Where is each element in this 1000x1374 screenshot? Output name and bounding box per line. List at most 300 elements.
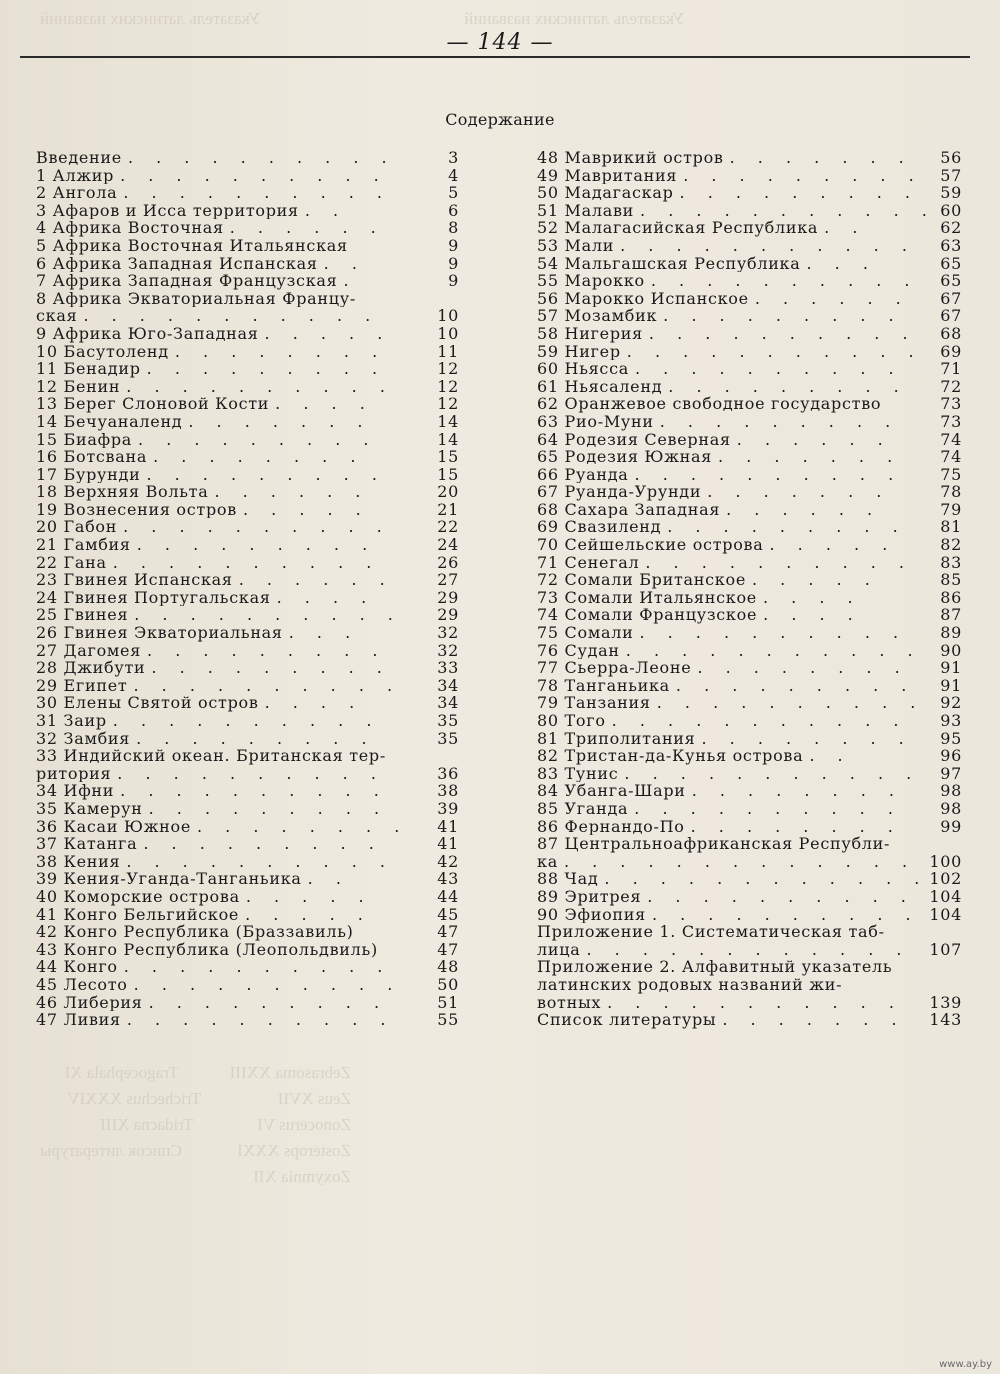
toc-entry (36, 518, 459, 536)
toc-entry-page: 82 (940, 535, 962, 555)
toc-entry-page: 143 (929, 1010, 962, 1030)
toc-entry-page: 12 (437, 359, 459, 379)
toc-entry (537, 747, 962, 765)
toc-entry (36, 184, 459, 202)
toc-leader-dots: . . . . (762, 588, 862, 607)
toc-entry-page: 91 (940, 675, 962, 695)
toc-entry (537, 237, 962, 255)
toc-entry-title: 3 Афаров и Исса территория (36, 201, 299, 220)
contents-title: Содержание (445, 110, 555, 129)
toc-entry-page: 98 (940, 798, 962, 818)
toc-entry (36, 571, 459, 589)
toc-entry-page: 51 (437, 992, 459, 1012)
toc-entry-title: 39 Кения-Уганда-Танганьика (36, 870, 302, 888)
toc-entry-page: 139 (929, 992, 962, 1012)
toc-entry-title: 89 Эритрея (537, 887, 642, 906)
toc-leader-dots: . . . . . . . . . (675, 676, 916, 695)
toc-entry-title: 9 Африка Юго-Западная (36, 324, 259, 343)
toc-entry-page: 55 (437, 1010, 459, 1030)
toc-entry-page: 32 (437, 623, 459, 643)
toc-entry-page: 86 (940, 587, 962, 607)
toc-entry-title: 40 Коморские острова (36, 887, 240, 906)
toc-entry (36, 466, 459, 484)
toc-entry (537, 976, 962, 994)
toc-entry (537, 589, 962, 607)
toc-entry-title: 67 Руанда-Урунди (537, 483, 702, 501)
toc-entry-page: 10 (437, 323, 459, 343)
toc-entry (36, 730, 459, 748)
toc-leader-dots: . . . . . . . . . (679, 184, 919, 202)
toc-entry (537, 360, 962, 378)
toc-entry (36, 606, 459, 624)
toc-entry-page: 5 (448, 183, 459, 203)
toc-entry (36, 554, 459, 572)
toc-entry-title: ская (36, 307, 78, 325)
toc-leader-dots: . . . . . (264, 324, 392, 343)
toc-entry-page: 74 (940, 429, 962, 449)
toc-entry-page: 32 (437, 640, 459, 660)
toc-entry-page: 12 (437, 376, 459, 396)
toc-leader-dots: . . . . . . . . . (148, 799, 389, 818)
toc-leader-dots: . . . . . . . . . . (112, 553, 381, 572)
toc-leader-dots: . . . . . . . . . . . (83, 307, 380, 325)
toc-entry-title: 14 Бечуаналенд (36, 412, 183, 431)
toc-leader-dots: . . . . . . (229, 219, 385, 237)
toc-entry (537, 413, 962, 431)
toc-leader-dots: . . . . . . . . . (136, 729, 376, 748)
toc-entry-title: 24 Гвинея Португальская (36, 588, 271, 607)
toc-entry-page: 26 (437, 552, 459, 572)
bleed-through-text: Указатель латинских названий Указатель латинских названий (40, 9, 685, 28)
toc-entry (36, 255, 459, 273)
watermark: www.ay.by (939, 1359, 992, 1370)
toc-entry-title: 61 Ньясаленд (537, 377, 663, 396)
toc-entry (36, 659, 459, 677)
toc-entry (36, 853, 459, 871)
toc-entry-title: 70 Сейшельские острова (537, 536, 764, 554)
toc-entry (537, 870, 962, 888)
toc-entry (537, 835, 962, 853)
toc-leader-dots: . . . . . . (238, 571, 394, 589)
toc-entry (36, 501, 459, 519)
toc-leader-dots: . . . . . . . . . . (123, 184, 392, 202)
toc-entry-page: 81 (940, 517, 962, 537)
toc-entry-page: 3 (448, 148, 459, 167)
toc-entry-title: 85 Уганда (537, 799, 629, 818)
toc-entry-title: 8 Африка Экваториальная Францу- (36, 289, 356, 308)
toc-entry (36, 589, 459, 607)
toc-entry-title: 7 Африка Западная Французская (36, 272, 338, 290)
toc-entry-page: 95 (940, 728, 962, 748)
toc-leader-dots: . . . . . . . . . . (112, 712, 381, 730)
toc-entry-page: 75 (940, 464, 962, 484)
toc-entry-page: 45 (437, 904, 459, 924)
toc-leader-dots: . . . . . . . . . (148, 993, 389, 1012)
toc-leader-dots: . . . . (275, 395, 374, 413)
toc-entry-page: 36 (437, 763, 459, 783)
toc-leader-dots: . . . . . . . . (697, 659, 909, 677)
toc-entry (537, 272, 962, 290)
toc-entry-title: 84 Убанга-Шари (537, 782, 686, 800)
toc-entry-title: 16 Ботсвана (36, 448, 148, 466)
toc-entry-title: 33 Индийский океан. Британская тер- (36, 747, 386, 765)
toc-entry (36, 782, 459, 800)
toc-leader-dots: . . . . . . (214, 483, 370, 501)
toc-entry (537, 483, 962, 501)
toc-entry-title: 83 Тунис (537, 764, 619, 783)
toc-entry-title: 26 Гвинея Экваториальная (36, 624, 283, 642)
toc-entry-title: 80 Того (537, 712, 606, 730)
toc-entry (537, 325, 962, 343)
toc-entry-title: 66 Руанда (537, 465, 629, 484)
toc-leader-dots: . . . . . . . . (701, 729, 913, 748)
toc-entry-title: 74 Сомали Французское (537, 606, 758, 625)
toc-leader-dots: . . . . . . . . . (667, 518, 907, 537)
toc-entry (36, 712, 459, 730)
toc-leader-dots: . . . . . . . . . (146, 360, 387, 378)
toc-leader-dots: . . . . . . . . . . (123, 518, 391, 537)
toc-leader-dots: . . . . . . . . . . . (611, 712, 908, 730)
toc-entry-page: 99 (940, 816, 962, 836)
contents-column-right (537, 149, 962, 1029)
toc-entry-title: 88 Чад (537, 870, 599, 888)
toc-entry-title: 41 Конго Бельгийское (36, 905, 240, 924)
toc-entry-title: 44 Конго (36, 958, 118, 976)
toc-entry-page: 10 (437, 306, 459, 326)
toc-entry (537, 343, 962, 361)
toc-entry-page: 8 (448, 218, 459, 238)
toc-leader-dots: . . . . . (752, 571, 879, 589)
toc-entry (36, 941, 459, 959)
toc-entry-page: 74 (940, 447, 962, 467)
toc-entry-title: 64 Родезия Северная (537, 430, 731, 449)
toc-leader-dots: . . . . . (242, 500, 370, 519)
toc-leader-dots: . . . . . . . . . . (127, 149, 396, 167)
toc-entry-title: 22 Гана (36, 553, 107, 572)
toc-entry-page: 35 (437, 711, 459, 730)
toc-entry (537, 219, 962, 237)
toc-entry (36, 290, 459, 308)
toc-entry-page: 29 (437, 587, 459, 607)
toc-entry (537, 958, 962, 976)
toc-leader-dots: . . . . . . . (729, 149, 913, 167)
toc-entry-title: 82 Тристан-да-Кунья острова (537, 747, 804, 765)
toc-entry-title: Список литературы (537, 1011, 717, 1029)
toc-entry (537, 501, 962, 519)
toc-entry (36, 677, 459, 695)
toc-entry (537, 1011, 962, 1029)
toc-leader-dots: . . . . . (245, 887, 373, 906)
toc-entry-page: 63 (940, 235, 962, 255)
toc-entry-page: 98 (940, 781, 962, 801)
toc-entry (537, 149, 962, 167)
toc-entry-title: 27 Дагомея (36, 641, 142, 660)
toc-leader-dots: . . . . . . . . . (147, 641, 387, 660)
toc-entry-page: 96 (940, 746, 962, 766)
toc-entry-title: 52 Малагасийская Республика (537, 219, 819, 237)
toc-entry (537, 448, 962, 466)
toc-leader-dots: . . . . . . . . . . (117, 764, 385, 783)
toc-entry (36, 343, 459, 361)
toc-entry (537, 888, 962, 906)
toc-leader-dots: . . . . . . (726, 500, 882, 519)
toc-entry (537, 378, 962, 396)
toc-leader-dots: . . . . . . . . . . (133, 676, 402, 695)
toc-entry-title: 4 Африка Восточная (36, 219, 224, 237)
toc-leader-dots: . . . . (276, 588, 376, 607)
toc-entry-title: 36 Касаи Южное (36, 817, 191, 836)
toc-entry-title: 18 Верхняя Вольта (36, 483, 209, 501)
toc-entry-title: 55 Марокко (537, 272, 645, 290)
toc-entry (36, 431, 459, 449)
toc-entry-page: 56 (940, 148, 962, 167)
toc-entry-title: вотных (537, 993, 602, 1012)
toc-leader-dots: . . . . . . (736, 430, 892, 449)
toc-entry-title: 77 Сьерра-Леоне (537, 659, 692, 677)
toc-entry (36, 219, 459, 237)
toc-entry-title: 31 Заир (36, 712, 107, 730)
toc-entry-title: 51 Малави (537, 201, 635, 220)
toc-leader-dots: . . . . . . . . (197, 817, 409, 836)
toc-leader-dots: . . . . . . . . . . (133, 975, 402, 994)
toc-leader-dots: . . . . . . . . . . . (607, 993, 903, 1012)
toc-entry (537, 290, 962, 308)
toc-entry-title: 28 Джибути (36, 659, 146, 677)
toc-entry-page: 67 (940, 288, 962, 308)
toc-leader-dots: . . . . . . . . . (151, 659, 391, 677)
toc-leader-dots: . . . . . . . . (174, 342, 387, 361)
toc-entry-page: 85 (940, 570, 962, 590)
toc-entry-page: 15 (437, 447, 459, 467)
toc-entry (537, 941, 962, 959)
toc-entry (537, 431, 962, 449)
toc-entry-title: лица (537, 940, 581, 959)
toc-leader-dots: . . . . . (245, 905, 372, 924)
toc-entry-page: 100 (929, 851, 962, 871)
toc-leader-dots: . . . . . . . . . . (120, 782, 388, 800)
toc-entry (537, 518, 962, 536)
toc-entry-page: 83 (940, 552, 962, 572)
toc-entry-page: 12 (437, 394, 459, 414)
toc-entry-title: 20 Габон (36, 518, 118, 537)
toc-entry-page: 92 (940, 693, 962, 713)
toc-entry-page: 97 (940, 763, 962, 783)
toc-leader-dots: . . (323, 254, 366, 273)
toc-entry (537, 395, 962, 413)
toc-entry-page: 57 (940, 165, 962, 185)
toc-leader-dots: . . . . . . . . . (143, 835, 383, 853)
toc-entry-title: 79 Танзания (537, 694, 651, 712)
toc-entry-title: 65 Родезия Южная (537, 448, 713, 466)
toc-entry-title: 45 Лесото (36, 975, 128, 994)
toc-entry (537, 765, 962, 783)
toc-leader-dots: . . . . . . . . . (659, 412, 900, 431)
toc-leader-dots: . . (824, 219, 867, 237)
toc-entry-title: 6 Африка Западная Испанская (36, 254, 318, 273)
toc-entry-page: 41 (437, 816, 459, 836)
toc-entry (36, 800, 459, 818)
toc-entry-page: 69 (940, 341, 962, 361)
toc-entry-title: 59 Нигер (537, 342, 621, 361)
toc-leader-dots: . . . . . . . (718, 448, 902, 466)
toc-leader-dots: . . (304, 201, 348, 220)
toc-entry-title: 75 Сомали (537, 624, 634, 642)
toc-entry-title: 47 Ливия (36, 1011, 121, 1029)
toc-entry-page: 43 (437, 869, 459, 889)
toc-entry-title: 37 Катанга (36, 835, 138, 853)
header-rule (20, 56, 970, 58)
toc-entry-page: 6 (448, 200, 459, 220)
toc-entry (537, 782, 962, 800)
toc-leader-dots: . . . . . . . . . . (123, 958, 392, 976)
toc-entry-page: 73 (940, 394, 962, 414)
toc-entry-title: 54 Мальгашская Республика (537, 254, 801, 273)
toc-entry-page: 9 (448, 235, 459, 255)
toc-entry-page: 87 (940, 605, 962, 625)
toc-leader-dots: . . (307, 870, 350, 888)
toc-entry-title: 10 Басутоленд (36, 342, 169, 361)
toc-entry-page: 41 (437, 834, 459, 854)
toc-entry (537, 659, 962, 677)
toc-entry (36, 395, 459, 413)
toc-entry-title: 17 Бурунди (36, 465, 141, 484)
toc-entry (537, 677, 962, 695)
toc-entry-title: 21 Гамбия (36, 536, 131, 554)
toc-leader-dots: . . . . . . . . . . (126, 377, 394, 396)
toc-entry (537, 184, 962, 202)
toc-leader-dots: . . . . . . . . . (136, 536, 377, 554)
toc-entry (537, 202, 962, 220)
contents-column-left (36, 149, 459, 1029)
toc-entry-title: 87 Центральноафриканская Республи- (537, 835, 891, 853)
toc-leader-dots: . . . . (763, 606, 862, 625)
toc-entry (36, 413, 459, 431)
toc-entry-title: 43 Конго Республика (Леопольдвиль) (36, 940, 378, 959)
toc-leader-dots: . . . . . . . . . . (648, 324, 917, 343)
bleed-through-list: Zebrasoma XXIII Tragocephala XI Zeus XVII Trichechus XXXIV Zonocerus VI Tridacna XIII Zosterops XXXI Список литературы Zoxymnia XII (40, 1063, 351, 1186)
toc-entry (36, 835, 459, 853)
toc-entry-title: 48 Маврикий остров (537, 149, 724, 167)
toc-leader-dots: . . . . . . . . . . (126, 852, 394, 871)
toc-leader-dots: . . . . . . . . . . (647, 887, 915, 906)
toc-entry-title: 56 Марокко Испанское (537, 289, 749, 308)
toc-leader-dots: . . . . . . . . (691, 782, 903, 800)
toc-entry-title: 29 Египет (36, 676, 128, 695)
toc-entry-page: 38 (437, 781, 459, 801)
toc-leader-dots: . (343, 272, 358, 290)
toc-entry-title: 60 Ньясса (537, 360, 629, 378)
toc-entry-page: 104 (929, 886, 962, 906)
toc-entry (36, 167, 459, 185)
toc-entry-page: 35 (437, 728, 459, 748)
toc-entry-title: 62 Оранжевое свободное государство (537, 395, 882, 413)
toc-entry-page: 67 (940, 306, 962, 326)
toc-entry (36, 818, 459, 836)
toc-leader-dots: . . . . . . . . . (668, 377, 908, 396)
toc-entry-page: 93 (940, 711, 962, 730)
toc-entry (537, 642, 962, 660)
toc-entry-page: 11 (437, 341, 459, 361)
toc-entry (36, 888, 459, 906)
toc-leader-dots: . . . . . . . . . . . . (604, 870, 929, 888)
toc-leader-dots: . . . . . . . . (690, 817, 902, 836)
toc-leader-dots: . . . . . (769, 536, 897, 554)
page-number: — 144 — (446, 30, 554, 55)
toc-entry-page: 22 (437, 517, 459, 537)
toc-entry-title: 90 Эфиопия (537, 905, 646, 924)
toc-entry-title: 34 Ифни (36, 782, 115, 800)
toc-leader-dots: . . . . . . . (707, 483, 891, 501)
toc-leader-dots: . . (809, 747, 852, 765)
toc-entry-page: 39 (437, 798, 459, 818)
toc-entry-page: 9 (448, 271, 459, 291)
toc-entry (36, 1011, 459, 1029)
toc-leader-dots: . . . . . . . . . . . . . (563, 852, 917, 871)
toc-leader-dots: . . . . . . . . . . (634, 360, 903, 378)
toc-entry-page: 4 (448, 165, 459, 185)
toc-entry-title: 78 Танганьика (537, 676, 670, 695)
toc-entry (36, 765, 459, 783)
toc-entry-page: 65 (940, 253, 962, 273)
toc-leader-dots: . . . . . . . . . . (634, 799, 902, 818)
toc-entry-title: 57 Мозамбик (537, 307, 658, 325)
toc-entry-title: 30 Елены Святой остров (36, 694, 259, 712)
toc-entry (36, 448, 459, 466)
toc-entry-page: 59 (940, 183, 962, 203)
toc-entry (36, 360, 459, 378)
toc-entry-title: 68 Сахара Западная (537, 500, 721, 519)
toc-entry-page: 72 (940, 376, 962, 396)
toc-entry (36, 325, 459, 343)
toc-entry-title: 1 Алжир (36, 166, 115, 185)
toc-entry-page: 34 (437, 693, 459, 713)
toc-leader-dots: . . . . . . . . (153, 448, 365, 466)
toc-entry-title: 58 Нигерия (537, 324, 643, 343)
toc-entry (36, 642, 459, 660)
toc-leader-dots: . . . . . . . . . . (634, 465, 903, 484)
toc-leader-dots: . . . . . . . . . . (126, 1011, 395, 1029)
toc-entry-title: 81 Триполитания (537, 729, 696, 748)
toc-leader-dots: . . . . . . . . . . (645, 553, 914, 572)
toc-leader-dots: . . . . . . . . . (146, 465, 386, 484)
toc-entry (36, 237, 459, 255)
toc-entry-title: ритория (36, 764, 112, 783)
toc-entry (537, 466, 962, 484)
toc-entry-page: 42 (437, 851, 459, 871)
toc-entry (537, 730, 962, 748)
toc-entry (537, 994, 962, 1012)
toc-entry-page: 71 (940, 359, 962, 379)
toc-entry (537, 712, 962, 730)
toc-entry-title: 5 Африка Восточная Итальянская (36, 236, 348, 255)
toc-leader-dots: . . . (288, 624, 360, 642)
toc-leader-dots: . . . . . . . . . . . (620, 236, 916, 255)
toc-entry (537, 606, 962, 624)
toc-entry-title: 69 Свазиленд (537, 518, 662, 537)
toc-entry (537, 554, 962, 572)
toc-entry (537, 694, 962, 712)
toc-entry-page: 33 (437, 658, 459, 678)
toc-leader-dots: . . . . . . . . . . . (624, 764, 921, 783)
toc-leader-dots: . . . . . . (754, 289, 910, 308)
toc-entry (537, 536, 962, 554)
toc-entry-title: 63 Рио-Муни (537, 412, 654, 431)
toc-entry-title: 72 Сомали Британское (537, 571, 746, 589)
toc-entry-title: 2 Ангола (36, 184, 118, 202)
toc-entry (36, 994, 459, 1012)
toc-entry-title: 13 Берег Слоновой Кости (36, 395, 270, 413)
toc-leader-dots: . . . . . . . . . . (120, 166, 388, 185)
